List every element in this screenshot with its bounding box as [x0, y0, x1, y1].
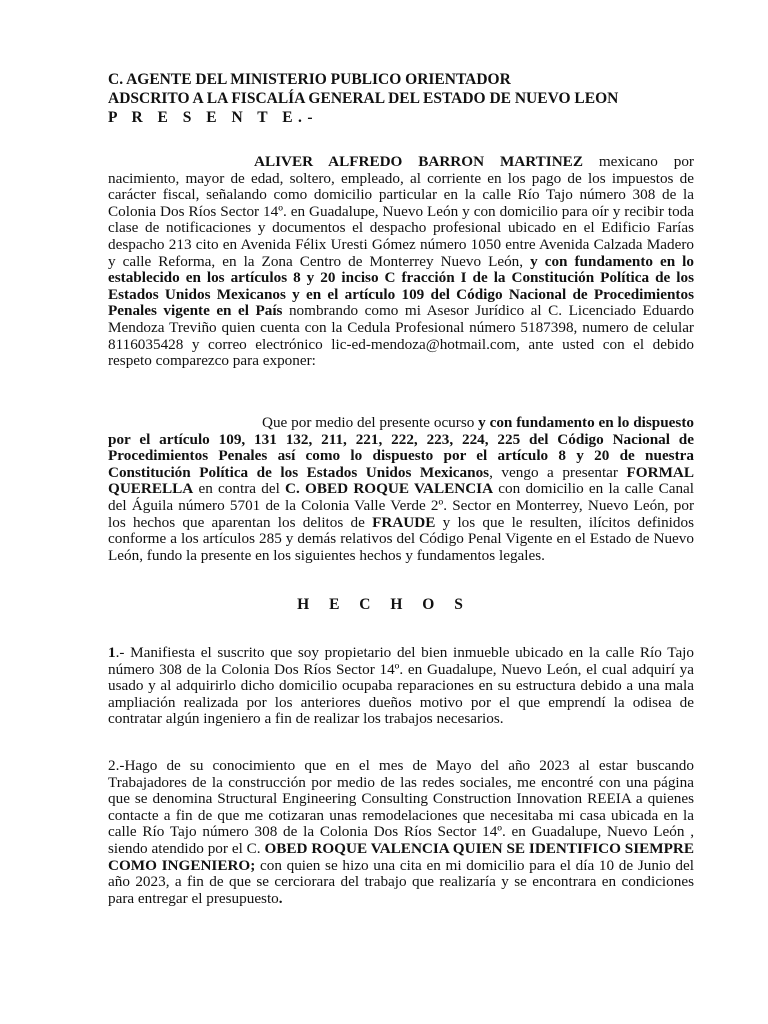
intro-text-1: mexicano por nacimiento, mayor de edad, soltero, empleado, al corriente en los pago de los impuestos de carácter fiscal, señalando como domicilio particular en la calle Río Tajo número 308 de la Colonia Dos Ríos Sector 14º. en Guadalupe, Nuevo León y con domicilio para oír y recibir toda clase de notificaciones y documentos el despacho profesional ubicado en el Edificio Farías despacho 213 cito en Avenida Félix Uresti Gómez número 1050 entre Avenida Calzada Madero y calle Reforma, en la Zona Centro de Monterrey Nuevo León, [108, 153, 694, 270]
hechos-heading: H E C H O S [297, 596, 471, 613]
fact-2-text-1: 2.-Hago de su conocimiento que en el mes de Mayo del año 2023 al estar buscando Trabajadores de la construcción por medio de las redes sociales, me encontré con una página que se denomina Structural Engineering Consulting Construction Innovation REEIA a quienes contacte a fin de que me cotizaran unas remodelaciones que necesitaba mi casa ubicada en la calle Río Tajo número 308 de la Colonia Dos Ríos Sector 14º. en Guadalupe, Nuevo León , siendo atendido por el C. [108, 757, 694, 857]
querella-text-3: en contra del [193, 480, 286, 498]
fact-1-paragraph [108, 645, 694, 728]
crime-fraude: FRAUDE [372, 513, 436, 531]
document-header [108, 70, 698, 127]
header-line-1: C. AGENTE DEL MINISTERIO PUBLICO ORIENTADOR [108, 71, 511, 88]
fact-1-text: .- Manifiesta el suscrito que soy propietario del bien inmueble ubicado en la calle Río Tajo número 308 de la Colonia Dos Ríos Sector 14º. en Guadalupe, Nuevo León, el cual adquirí ya usado y al adquirirlo dicho domicilio ocupaba reparaciones en su estructura debido a una mala ampliación realizada por los anteriores dueños motivo por el que emprendí la odisea de contratar algún ingeniero a fin de realizar los trabajos necesarios. [108, 644, 694, 728]
header-line-3: P R E S E N T E.- [108, 109, 319, 126]
intro-text-2: nombrando como mi Asesor Jurídico al C. Licenciado Eduardo Mendoza Treviño quien cuenta con la Cedula Profesional número 5187398, numero de celular 8116035428 y correo electrónico lic-ed-mendoza@hotmail.com, ante usted con el debido respeto comparezco para exponer: [108, 302, 694, 370]
querella-text-5: y los que le resulten, ilícitos definidos conforme a los artículos 285 y demás relativos del Código Penal Vigente en el Estado de Nuevo León, fundo la presente en los siguientes hechos y fundamentos legales. [108, 513, 695, 564]
fact-2-paragraph [108, 758, 694, 907]
header-line-2: ADSCRITO A LA FISCALÍA GENERAL DEL ESTADO DE NUEVO LEON [108, 90, 619, 107]
fact-2-accused: OBED ROQUE VALENCIA QUIEN SE IDENTIFICO SIEMPRE COMO INGENIERO; [108, 839, 694, 874]
fact-2-text-2: con quien se hizo una cita en mi domicilio para el día 10 de Junio del año 2023, a fin de que se cerciorara del trabajo que realizaría y se encontrara en condiciones para entregar el presupuesto [108, 856, 694, 907]
querella-text-1: Que por medio del presente ocurso [262, 414, 479, 431]
querella-paragraph [108, 415, 694, 564]
querella-text-4: con domicilio en la calle Canal del Águila número 5701 de la Colonia Valle Verde 2º. Sector en Monterrey, Nuevo León, por los hechos que aparentan los delitos de [108, 480, 694, 531]
fact-1-number: 1 [108, 644, 116, 661]
accused-name: C. OBED ROQUE VALENCIA [285, 480, 494, 498]
intro-paragraph [108, 154, 694, 370]
querella-text-2: , vengo a presentar [489, 463, 627, 481]
formal-querella: FORMAL QUERELLA [108, 463, 695, 498]
complainant-name: ALIVER ALFREDO BARRON MARTINEZ [254, 153, 583, 170]
intro-legal-basis: y con fundamento en lo establecido en los artículos 8 y 20 inciso C fracción I de la Constitución Política de los Estados Unidos Mexicanos y en el artículo 109 del Código Nacional de Procedimientos Penales vigente en el País [108, 252, 695, 320]
querella-legal-basis: y con fundamento en lo dispuesto por el artículo 109, 131 132, 211, 221, 222, 223, 224, 225 del Código Nacional de Procedimientos Penales así como lo dispuesto por el artículo 8 y 20 de nuestra Constitución Política de los Estados Unidos Mexicanos [108, 414, 694, 481]
fact-2-period: . [278, 889, 283, 907]
